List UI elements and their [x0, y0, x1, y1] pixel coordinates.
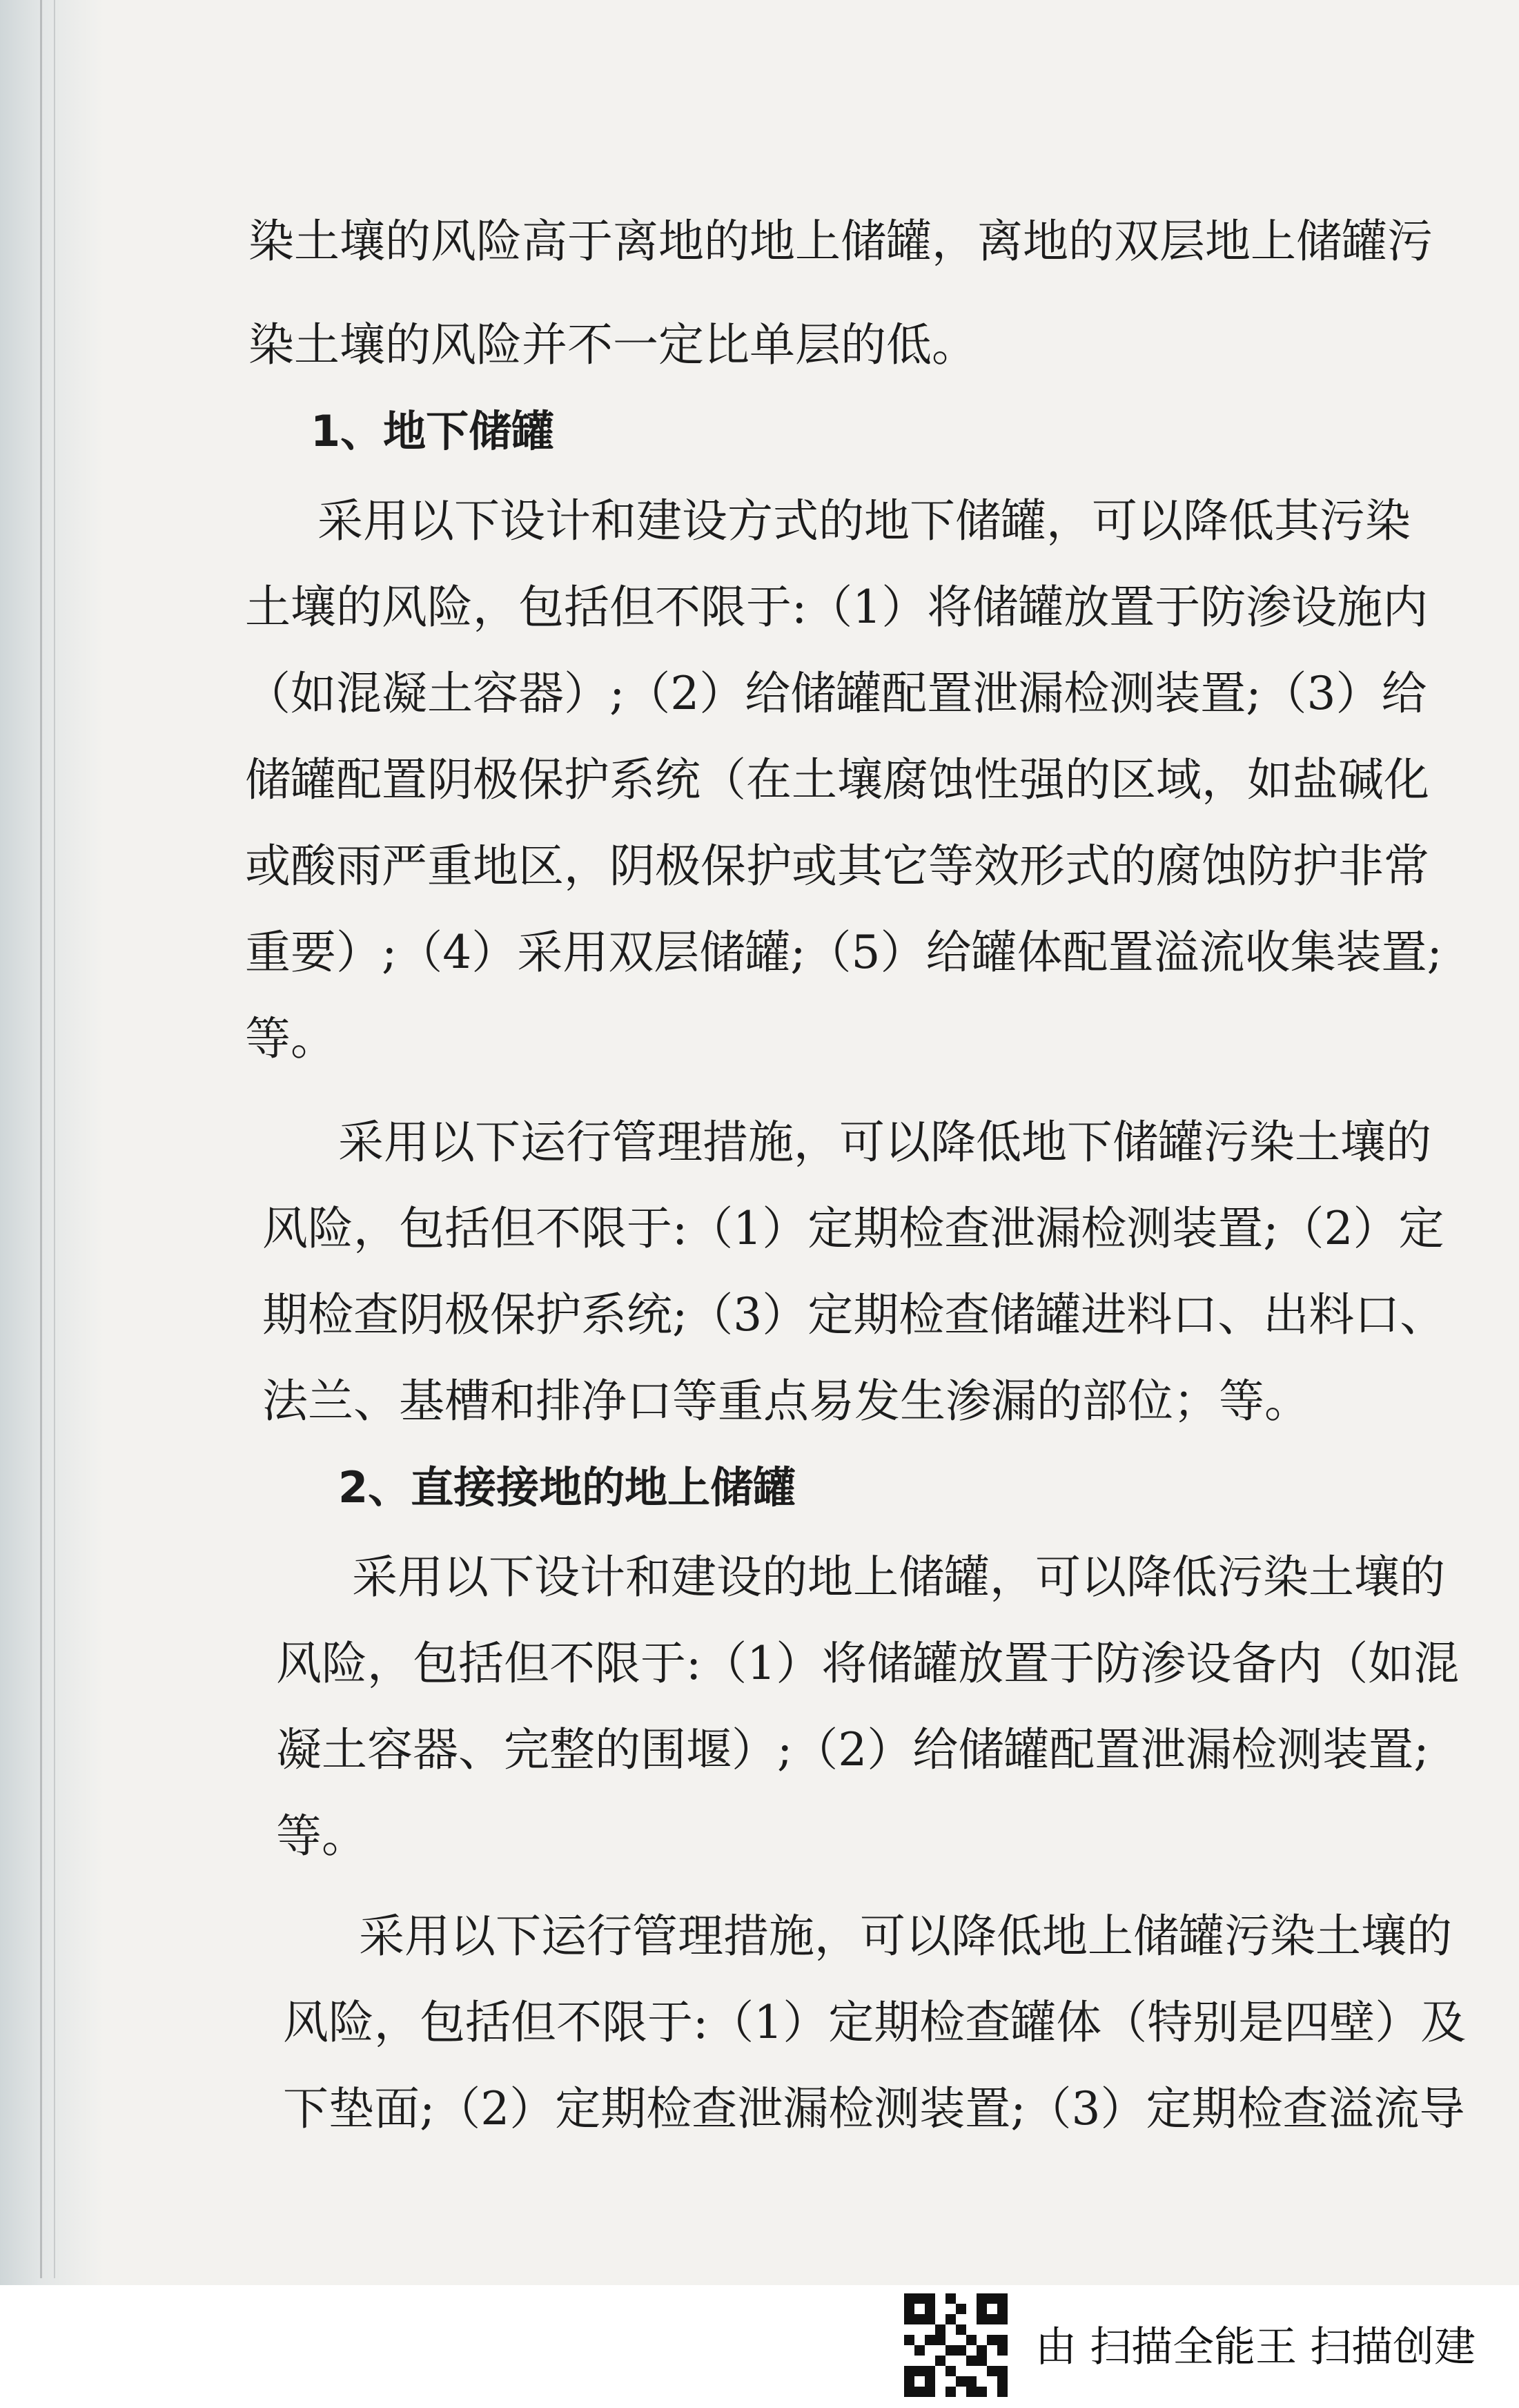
body-line: 期检查阴极保护系统;（3）定期检查储罐进料口、出料口、 [262, 1288, 1446, 1341]
body-line: 采用以下运行管理措施，可以降低地上储罐污染土壤的 [359, 1910, 1452, 1963]
body-line: 染土壤的风险高于离地的地上储罐，离地的双层地上储罐污 [248, 215, 1433, 268]
body-line: （如混凝土容器）;（2）给储罐配置泄漏检测装置;（3）给 [245, 667, 1427, 720]
body-line: 或酸雨严重地区，阴极保护或其它等效形式的腐蚀防护非常 [245, 839, 1429, 893]
body-line: 法兰、基槽和排净口等重点易发生渗漏的部位；等。 [262, 1375, 1310, 1428]
body-line: 风险，包括但不限于:（1）定期检查泄漏检测装置;（2）定 [262, 1202, 1444, 1255]
body-line: 土壤的风险，包括但不限于:（1）将储罐放置于防渗设施内 [245, 581, 1429, 634]
body-line: 凝土容器、完整的围堰）;（2）给储罐配置泄漏检测装置; [276, 1723, 1429, 1776]
body-line: 储罐配置阴极保护系统（在土壤腐蚀性强的区域，如盐碱化 [245, 753, 1429, 806]
page-edge-line [40, 0, 42, 2278]
section-heading: 1、地下储罐 [311, 406, 555, 456]
body-line: 等。 [276, 1809, 367, 1863]
section-heading: 2、直接接地的地上储罐 [338, 1462, 796, 1513]
body-line: 染土壤的风险并不一定比单层的低。 [248, 318, 977, 371]
body-line: 重要）;（4）采用双层储罐;（5）给罐体配置溢流收集装置; [245, 926, 1442, 979]
page-edge-line [54, 0, 55, 2278]
body-line: 风险，包括但不限于:（1）将储罐放置于防渗设备内（如混 [276, 1637, 1460, 1690]
body-line: 采用以下运行管理措施，可以降低地下储罐污染土壤的 [338, 1116, 1431, 1169]
body-line: 等。 [245, 1012, 336, 1065]
scanner-credit: 由 扫描全能王 扫描创建 [1035, 2323, 1476, 2371]
body-line: 采用以下设计和建设方式的地下储罐，可以降低其污染 [317, 494, 1411, 547]
body-line: 风险，包括但不限于:（1）定期检查罐体（特别是四壁）及 [283, 1996, 1467, 2049]
body-line: 采用以下设计和建设的地上储罐，可以降低污染土壤的 [352, 1551, 1445, 1604]
page-edge-shadow [0, 0, 104, 2285]
body-line: 下垫面;（2）定期检查泄漏检测装置;（3）定期检查溢流导 [283, 2082, 1465, 2135]
qr-code-icon [904, 2293, 1008, 2397]
